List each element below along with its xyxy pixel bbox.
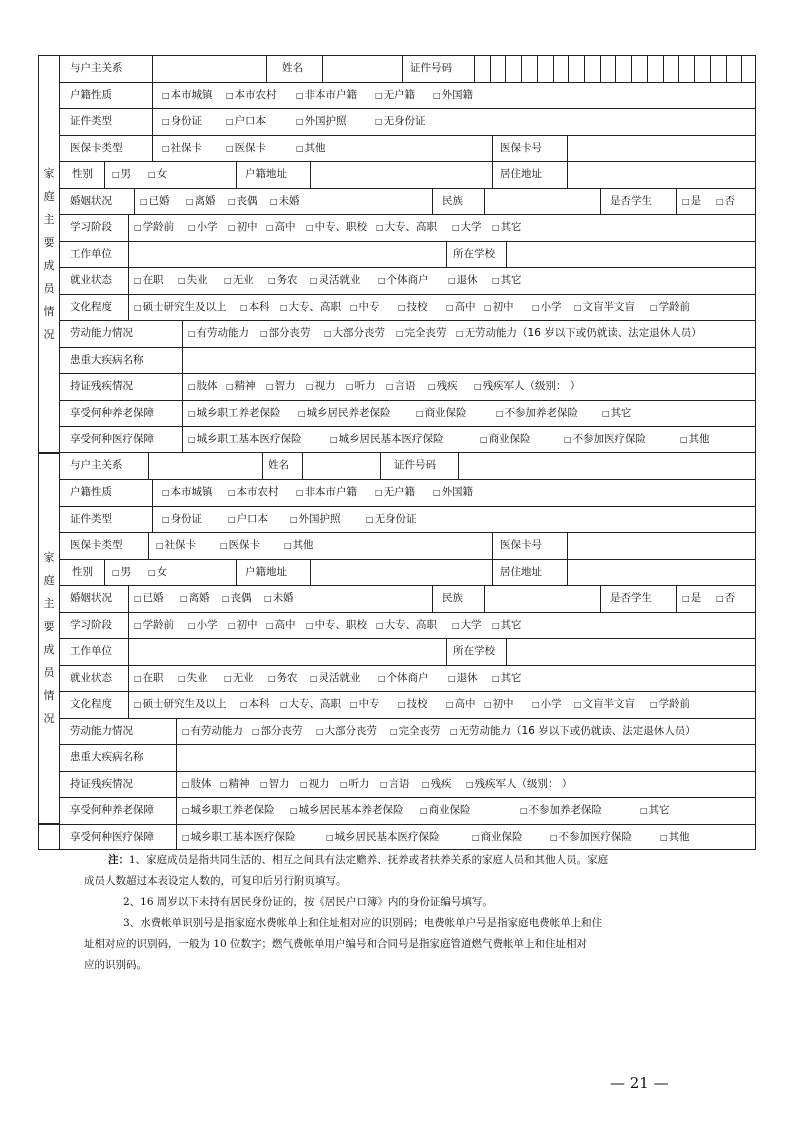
- education-option[interactable]: □ 本科: [240, 295, 270, 320]
- row-relation: [59, 55, 756, 82]
- row-study: [59, 612, 756, 639]
- id-type-option[interactable]: □ 外国护照: [290, 507, 341, 532]
- relation-input[interactable]: [153, 56, 265, 82]
- study-option[interactable]: □ 中专、职校: [306, 215, 367, 240]
- marital-option[interactable]: □ 未婚: [270, 189, 300, 214]
- employment-option[interactable]: □ 在职: [134, 268, 164, 293]
- student-option[interactable]: □ 否: [716, 189, 735, 214]
- row-medcard: [59, 135, 756, 162]
- hukou-option[interactable]: □ 外国籍: [433, 480, 473, 505]
- section-char: 家: [43, 551, 55, 564]
- education-option[interactable]: □ 初中: [484, 692, 514, 717]
- medical-option[interactable]: □ 不参加医疗保险: [564, 427, 646, 452]
- labor-option[interactable]: □ 大部分丧劳: [316, 719, 377, 744]
- study-option[interactable]: □ 其它: [492, 215, 522, 240]
- disability-option[interactable]: □ 言语: [386, 374, 416, 399]
- row-education: [59, 294, 756, 321]
- ethnic-label: 民族: [442, 194, 463, 207]
- employment-option[interactable]: □ 无业: [224, 666, 254, 691]
- row-employer: [59, 638, 756, 665]
- pension-label: 享受何种养老保障: [70, 804, 154, 816]
- hukou-addr-label: 户籍地址: [245, 565, 287, 578]
- name-input[interactable]: [323, 56, 401, 82]
- medcard-option[interactable]: □ 医保卡: [220, 533, 260, 558]
- marital-option[interactable]: □ 已婚: [140, 189, 170, 214]
- section-char: 员: [43, 281, 55, 295]
- hukou-option[interactable]: □ 本市农村: [228, 480, 279, 505]
- labor-option[interactable]: □ 部分丧劳: [252, 719, 303, 744]
- gender-label: 性别: [72, 565, 93, 578]
- row-disability: [59, 373, 756, 400]
- education-option[interactable]: □ 初中: [484, 295, 514, 320]
- id-number-input[interactable]: [459, 453, 756, 480]
- employment-option[interactable]: □ 务农: [268, 268, 298, 293]
- employer-label: 工作单位: [70, 247, 112, 260]
- id-number-label: 证件号码: [394, 458, 436, 471]
- education-option[interactable]: □ 技校: [398, 295, 428, 320]
- pension-option[interactable]: □ 商业保险: [416, 401, 467, 426]
- labor-option[interactable]: □ 部分丧劳: [260, 321, 311, 346]
- employment-label: 就业状态: [70, 671, 112, 684]
- medcard-no-label: 医保卡号: [500, 141, 542, 154]
- medcard-type-label: 医保卡类型: [70, 539, 123, 551]
- study-option[interactable]: □ 大学: [452, 613, 482, 638]
- id-number-label: 证件号码: [410, 62, 452, 74]
- disability-option[interactable]: □ 残疾军人（级别： ）: [466, 772, 572, 797]
- name-input[interactable]: [303, 453, 379, 480]
- row-study: [59, 214, 756, 241]
- medcard-option[interactable]: □ 社保卡: [162, 136, 202, 161]
- disability-label: 持证残疾情况: [70, 777, 133, 790]
- marital-option[interactable]: □ 已婚: [134, 586, 164, 611]
- row-medical: [59, 824, 756, 851]
- disability-option[interactable]: □ 精神: [220, 772, 250, 797]
- disability-option[interactable]: □ 智力: [260, 772, 290, 797]
- medical-label: 享受何种医疗保障: [70, 433, 154, 445]
- labor-option[interactable]: □ 有劳动能力: [182, 719, 243, 744]
- id-type-option[interactable]: □ 户口本: [226, 109, 266, 134]
- employment-option[interactable]: □ 在职: [134, 666, 164, 691]
- section-label-tail: [38, 824, 60, 851]
- hukou-option[interactable]: □ 无户籍: [375, 480, 415, 505]
- labor-label: 劳动能力情况: [70, 327, 133, 339]
- hukou-option[interactable]: □ 本市农村: [226, 83, 277, 108]
- education-option[interactable]: □ 高中: [446, 692, 476, 717]
- hukou-addr-label: 户籍地址: [245, 168, 287, 180]
- labor-option[interactable]: □ 无劳动能力（16 岁以下或仍就读、法定退休人员）: [450, 719, 696, 744]
- medical-option[interactable]: □ 其他: [680, 427, 710, 452]
- school-label: 所在学校: [453, 645, 495, 657]
- disease-label: 患重大疾病名称: [70, 751, 144, 763]
- marital-option[interactable]: □ 离婚: [186, 189, 216, 214]
- section-char: 庭: [43, 189, 55, 203]
- medcard-no-input[interactable]: [568, 533, 756, 559]
- medcard-option[interactable]: □ 其他: [296, 136, 326, 161]
- disability-option[interactable]: □ 残疾军人（级别： ）: [474, 374, 580, 399]
- marital-label: 婚姻状况: [70, 592, 112, 604]
- name-label: 姓名: [268, 458, 289, 471]
- disability-option[interactable]: □ 残疾: [422, 772, 452, 797]
- study-option[interactable]: □ 大专、高职: [376, 613, 437, 638]
- employment-option[interactable]: □ 退休: [448, 666, 478, 691]
- employment-option[interactable]: □ 退休: [448, 268, 478, 293]
- hukou-option[interactable]: □ 非本市户籍: [296, 83, 357, 108]
- row-disease: [59, 347, 756, 374]
- pension-option[interactable]: □ 城乡职工养老保险: [188, 401, 281, 426]
- hukou-label: 户籍性质: [70, 486, 112, 498]
- education-option[interactable]: □ 学龄前: [650, 295, 690, 320]
- education-option[interactable]: □ 本科: [240, 692, 270, 717]
- marital-option[interactable]: □ 未婚: [264, 586, 294, 611]
- medcard-no-label: 医保卡号: [500, 539, 542, 551]
- note-3-line-2: 址相对应的识别码，一般为 10 位数字；燃气费帐单用户编号和合同号是指家庭管道燃气费帐单上和住址相对: [84, 938, 588, 950]
- hukou-option[interactable]: □ 本市城镇: [162, 83, 213, 108]
- note-2: 2、16 周岁以下未持有居民身份证的，按《居民户口簿》内的身份证编号填写。: [123, 896, 493, 908]
- employment-label: 就业状态: [70, 274, 112, 286]
- hukou-option[interactable]: □ 外国籍: [433, 83, 473, 108]
- row-pension: [59, 797, 756, 824]
- study-label: 学习阶段: [70, 221, 112, 233]
- disease-label: 患重大疾病名称: [70, 353, 144, 366]
- education-option[interactable]: □ 技校: [398, 692, 428, 717]
- employment-option[interactable]: □ 无业: [224, 268, 254, 293]
- medical-option[interactable]: □ 城乡职工基本医疗保险: [182, 825, 296, 850]
- disability-option[interactable]: □ 听力: [340, 772, 370, 797]
- disability-option[interactable]: □ 残疾: [428, 374, 458, 399]
- row-labor: [59, 718, 756, 745]
- study-option[interactable]: □ 大专、高职: [376, 215, 437, 240]
- pension-option[interactable]: □ 城乡居民基本养老保险: [290, 798, 404, 823]
- disability-option[interactable]: □ 听力: [346, 374, 376, 399]
- employment-option[interactable]: □ 失业: [178, 268, 208, 293]
- pension-option[interactable]: □ 商业保险: [420, 798, 471, 823]
- name-label: 姓名: [282, 62, 303, 74]
- row-medical: [59, 426, 756, 453]
- labor-label: 劳动能力情况: [70, 724, 133, 737]
- section-char: 员: [43, 666, 55, 679]
- student-label: 是否学生: [610, 194, 652, 207]
- disability-option[interactable]: □ 肢体: [182, 772, 212, 797]
- medical-option[interactable]: □ 其他: [660, 825, 690, 850]
- row-employment: [59, 665, 756, 692]
- gender-label: 性别: [72, 168, 93, 180]
- study-option[interactable]: □ 大学: [452, 215, 482, 240]
- education-option[interactable]: □ 中专: [350, 692, 380, 717]
- disability-label: 持证残疾情况: [70, 380, 133, 392]
- member-block-1: [38, 55, 756, 453]
- medcard-no-input[interactable]: [568, 136, 756, 162]
- medcard-type-label: 医保卡类型: [70, 141, 123, 154]
- study-option[interactable]: □ 中专、职校: [306, 613, 367, 638]
- row-labor: [59, 320, 756, 347]
- study-option[interactable]: □ 初中: [228, 215, 258, 240]
- section-char: 情: [43, 304, 55, 318]
- hukou-label: 户籍性质: [70, 88, 112, 101]
- residence-label: 居住地址: [500, 168, 542, 180]
- labor-option[interactable]: □ 无劳动能力（16 岁以下或仍就读、法定退休人员）: [456, 321, 702, 346]
- row-employer: [59, 241, 756, 268]
- ethnic-label: 民族: [442, 592, 463, 604]
- row-marital: [59, 585, 756, 612]
- family-members-form: [38, 55, 756, 850]
- section-char: 情: [43, 689, 55, 702]
- study-option[interactable]: □ 学龄前: [134, 613, 174, 638]
- school-label: 所在学校: [453, 247, 495, 260]
- medical-option[interactable]: □ 城乡居民基本医疗保险: [330, 427, 444, 452]
- note-3-line-3: 应的识别码。: [84, 959, 147, 971]
- gender-option[interactable]: □ 男: [112, 560, 131, 585]
- education-option[interactable]: □ 硕士研究生及以上: [134, 295, 227, 320]
- education-label: 文化程度: [70, 300, 112, 313]
- id-number-input[interactable]: [474, 56, 757, 82]
- pension-label: 享受何种养老保障: [70, 406, 154, 419]
- pension-option[interactable]: □ 城乡居民养老保险: [298, 401, 391, 426]
- marital-option[interactable]: □ 离婚: [180, 586, 210, 611]
- row-marital: [59, 188, 756, 215]
- id-type-option[interactable]: □ 外国护照: [296, 109, 347, 134]
- pension-option[interactable]: □ 其它: [602, 401, 632, 426]
- disease-input[interactable]: [183, 348, 756, 374]
- pension-option[interactable]: □ 不参加养老保险: [520, 798, 602, 823]
- medical-option[interactable]: □ 城乡居民基本医疗保险: [326, 825, 440, 850]
- note-3-line-1: 3、水费帐单识别号是指家庭水费帐单上和住址相对应的识别码；电费帐单户号是指家庭电费帐单上和住: [123, 917, 603, 929]
- disability-option[interactable]: □ 视力: [306, 374, 336, 399]
- student-option[interactable]: □ 是: [682, 189, 701, 214]
- employment-option[interactable]: □ 务农: [268, 666, 298, 691]
- section-char: 家: [43, 166, 55, 180]
- residence-input[interactable]: [568, 162, 756, 188]
- row-employment: [59, 267, 756, 294]
- hukou-option[interactable]: □ 非本市户籍: [296, 480, 357, 505]
- section-label: [38, 453, 60, 824]
- employment-option[interactable]: □ 其它: [492, 666, 522, 691]
- row-education: [59, 691, 756, 718]
- employment-option[interactable]: □ 灵活就业: [310, 268, 361, 293]
- page-number: — 21 —: [610, 1074, 669, 1092]
- section-char: 要: [43, 235, 55, 249]
- section-char: 况: [43, 327, 55, 341]
- id-type-option[interactable]: □ 无身份证: [375, 109, 426, 134]
- pension-option[interactable]: □ 其它: [640, 798, 670, 823]
- note-1-line-2: 成员人数超过本表设定人数的，可复印后另行附页填写。: [84, 875, 347, 887]
- relation-input[interactable]: [149, 453, 261, 480]
- medcard-option[interactable]: □ 医保卡: [226, 136, 266, 161]
- section-char: 成: [43, 643, 55, 656]
- row-disability: [59, 771, 756, 798]
- employer-input[interactable]: [129, 242, 445, 268]
- student-option[interactable]: □ 否: [716, 586, 735, 611]
- id-type-option[interactable]: □ 无身份证: [366, 507, 417, 532]
- hukou-addr-input[interactable]: [311, 560, 491, 586]
- education-option[interactable]: □ 硕士研究生及以上: [134, 692, 227, 717]
- note-1: [108, 850, 708, 871]
- row-pension: [59, 400, 756, 427]
- medical-label: 享受何种医疗保障: [70, 830, 154, 843]
- id-type-option[interactable]: □ 身份证: [162, 507, 202, 532]
- section-char: 成: [43, 258, 55, 272]
- note-prefix: 注：: [108, 854, 129, 866]
- school-input[interactable]: [507, 639, 756, 665]
- study-option[interactable]: □ 初中: [228, 613, 258, 638]
- employer-input[interactable]: [129, 639, 445, 665]
- pension-option[interactable]: □ 不参加养老保险: [496, 401, 578, 426]
- disease-input[interactable]: [177, 745, 756, 771]
- labor-option[interactable]: □ 大部分丧劳: [324, 321, 385, 346]
- gender-option[interactable]: □ 女: [148, 560, 167, 585]
- section-char: 要: [43, 620, 55, 633]
- section-char: 主: [43, 212, 55, 226]
- section-label: [38, 55, 60, 453]
- row-gender: [59, 161, 756, 188]
- note-1-line-1: 1、家庭成员是指共同生活的、相互之间具有法定赡养、抚养或者扶养关系的家庭人员和其他人员。家庭: [129, 854, 609, 866]
- gender-option[interactable]: □ 男: [112, 162, 131, 187]
- labor-option[interactable]: □ 完全丧劳: [396, 321, 447, 346]
- study-label: 学习阶段: [70, 618, 112, 631]
- school-input[interactable]: [507, 242, 756, 268]
- residence-label: 居住地址: [500, 565, 542, 578]
- row-relation: [59, 453, 756, 480]
- employment-option[interactable]: □ 个体商户: [378, 666, 429, 691]
- employment-option[interactable]: □ 失业: [178, 666, 208, 691]
- section-char: 主: [43, 597, 55, 610]
- disability-option[interactable]: □ 智力: [266, 374, 296, 399]
- study-option[interactable]: □ 高中: [266, 215, 296, 240]
- id-type-label: 证件类型: [70, 115, 112, 127]
- notes: [84, 850, 708, 976]
- student-label: 是否学生: [610, 592, 652, 604]
- row-hukou: [59, 479, 756, 506]
- education-option[interactable]: □ 文盲半文盲: [574, 692, 635, 717]
- study-option[interactable]: □ 小学: [188, 215, 218, 240]
- labor-option[interactable]: □ 完全丧劳: [390, 719, 441, 744]
- row-gender: [59, 559, 756, 586]
- medical-option[interactable]: □ 不参加医疗保险: [550, 825, 632, 850]
- ethnic-input[interactable]: [485, 586, 599, 612]
- study-option[interactable]: □ 小学: [188, 613, 218, 638]
- medcard-option[interactable]: □ 社保卡: [156, 533, 196, 558]
- id-type-option[interactable]: □ 身份证: [162, 109, 202, 134]
- disability-option[interactable]: □ 视力: [300, 772, 330, 797]
- section-char: 况: [43, 712, 55, 725]
- pension-option[interactable]: □ 城乡职工养老保险: [182, 798, 275, 823]
- ethnic-input[interactable]: [485, 189, 599, 215]
- education-option[interactable]: □ 中专: [350, 295, 380, 320]
- medcard-option[interactable]: □ 其他: [284, 533, 314, 558]
- hukou-addr-input[interactable]: [311, 162, 491, 188]
- education-option[interactable]: □ 高中: [446, 295, 476, 320]
- labor-option[interactable]: □ 有劳动能力: [188, 321, 249, 346]
- hukou-option[interactable]: □ 无户籍: [375, 83, 415, 108]
- marital-option[interactable]: □ 丧偶: [228, 189, 258, 214]
- education-option[interactable]: □ 小学: [532, 692, 562, 717]
- row-id-type: [59, 506, 756, 533]
- medical-option[interactable]: □ 商业保险: [472, 825, 523, 850]
- study-option[interactable]: □ 其它: [492, 613, 522, 638]
- member-block-2: [38, 453, 756, 851]
- disability-option[interactable]: □ 言语: [380, 772, 410, 797]
- education-option[interactable]: □ 大专、高职: [280, 692, 341, 717]
- marital-label: 婚姻状况: [70, 194, 112, 207]
- disability-option[interactable]: □ 肢体: [188, 374, 218, 399]
- education-option[interactable]: □ 小学: [532, 295, 562, 320]
- education-option[interactable]: □ 文盲半文盲: [574, 295, 635, 320]
- id-type-label: 证件类型: [70, 512, 112, 525]
- marital-option[interactable]: □ 丧偶: [222, 586, 252, 611]
- hukou-option[interactable]: □ 本市城镇: [162, 480, 213, 505]
- relation-label: 与户主关系: [70, 62, 123, 74]
- education-option[interactable]: □ 大专、高职: [280, 295, 341, 320]
- row-medcard: [59, 532, 756, 559]
- medical-option[interactable]: □ 城乡职工基本医疗保险: [188, 427, 302, 452]
- row-disease: [59, 744, 756, 771]
- study-option[interactable]: □ 高中: [266, 613, 296, 638]
- row-hukou: [59, 82, 756, 109]
- residence-input[interactable]: [568, 560, 756, 586]
- student-option[interactable]: □ 是: [682, 586, 701, 611]
- gender-option[interactable]: □ 女: [148, 162, 167, 187]
- medical-option[interactable]: □ 商业保险: [480, 427, 531, 452]
- row-id-type: [59, 108, 756, 135]
- section-char: 庭: [43, 574, 55, 587]
- id-type-option[interactable]: □ 户口本: [228, 507, 268, 532]
- employment-option[interactable]: □ 灵活就业: [310, 666, 361, 691]
- employment-option[interactable]: □ 个体商户: [378, 268, 429, 293]
- employer-label: 工作单位: [70, 645, 112, 657]
- disability-option[interactable]: □ 精神: [226, 374, 256, 399]
- education-label: 文化程度: [70, 698, 112, 710]
- relation-label: 与户主关系: [70, 458, 123, 471]
- study-option[interactable]: □ 学龄前: [134, 215, 174, 240]
- education-option[interactable]: □ 学龄前: [650, 692, 690, 717]
- employment-option[interactable]: □ 其它: [492, 268, 522, 293]
